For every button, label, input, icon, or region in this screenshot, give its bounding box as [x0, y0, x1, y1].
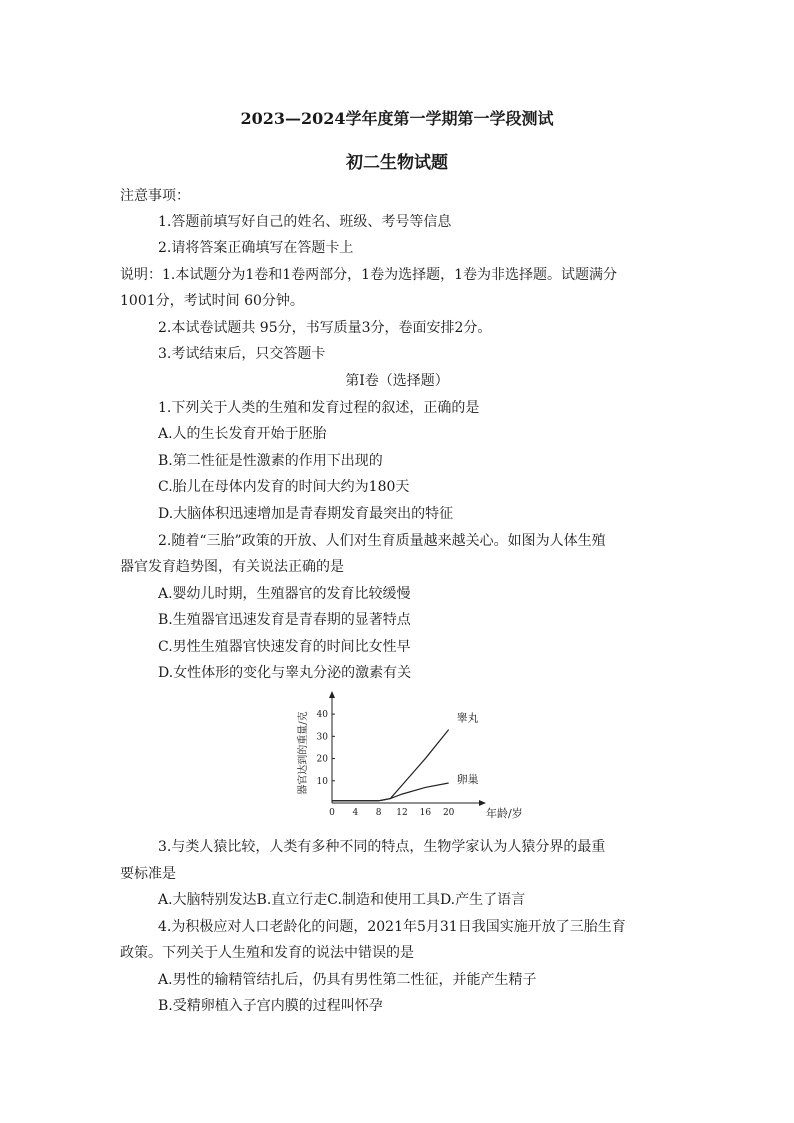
- exam-subtitle: 初二生物试题: [346, 153, 448, 173]
- q3-options: A.大脑特别发达B.直立行走C.制造和使用工具D.产生了语言: [158, 892, 526, 908]
- series-line-testis: [332, 730, 449, 801]
- q2-stem-cont: 器官发育趋势图，有关说法正确的是: [120, 559, 344, 575]
- x-tick-label: 12: [396, 808, 408, 818]
- q3-stem-cont: 要标准是: [120, 866, 176, 882]
- x-axis-arrow: [479, 800, 486, 806]
- q1-option-d: D.大脑体积迅速增加是青春期发育最突出的特征: [158, 506, 454, 522]
- explain-line: 3.考试结束后，只交答题卡: [158, 346, 326, 362]
- y-tick-label: 20: [316, 754, 328, 765]
- series-label: 睾丸: [456, 711, 479, 725]
- q4-stem: 4.为积极应对人口老龄化的问题，2021年5月31日我国实施开放了三胎生育: [158, 919, 626, 935]
- section-title: 第Ⅰ卷（选择题）: [345, 373, 449, 389]
- notes-heading: 注意事项：: [120, 188, 190, 204]
- explain-line: 2.本试卷试题共 95分，书写质量3分，卷面安排2分。: [158, 320, 492, 336]
- y-tick-label: 30: [316, 732, 328, 743]
- series-label: 卵巢: [456, 773, 479, 786]
- q3-stem: 3.与类人猿比较，人类有多种不同的特点，生物学家认为人猿分界的最重: [158, 839, 606, 855]
- y-tick-label: 10: [316, 776, 328, 787]
- q1-option-a: A.人的生长发育开始于胚胎: [158, 426, 327, 442]
- q1-stem: 1.下列关于人类的生殖和发育过程的叙述，正确的是: [158, 400, 480, 416]
- q1-option-c: C.胎儿在母体内发育的时间大约为180天: [158, 479, 410, 495]
- y-tick-label: 40: [316, 710, 328, 721]
- q4-option-b: B.受精卵植入子宫内膜的过程叫怀孕: [158, 998, 383, 1014]
- x-tick-label: 8: [375, 808, 382, 818]
- y-axis-label: 器官达到的重量/克: [298, 711, 309, 795]
- x-tick-label: 16: [419, 808, 432, 818]
- x-tick-label: 4: [352, 808, 359, 818]
- x-axis-label: 年龄/岁: [486, 807, 523, 820]
- q2-option-b: B.生殖器官迅速发育是青春期的显著特点: [158, 612, 411, 628]
- q2-option-c: C.男性生殖器官快速发育的时间比女性早: [158, 639, 411, 655]
- x-tick-label: 0: [329, 808, 335, 818]
- q2-option-a: A.婴幼儿时期，生殖器官的发育比较缓慢: [158, 586, 411, 602]
- q4-stem-cont: 政策。下列关于人生殖和发育的说法中错误的是: [120, 945, 414, 961]
- q2-option-d: D.女性体形的变化与睾丸分泌的激素有关: [158, 665, 412, 681]
- organ-growth-chart: [290, 695, 523, 825]
- exam-title: 2023—2024学年度第一学期第一学段测试: [240, 109, 554, 128]
- q4-option-a: A.男性的输精管结扎后，仍具有男性第二性征，并能产生精子: [158, 972, 537, 988]
- explain-line: 说明：1.本试题分为1卷和1卷两部分，1卷为选择题，1卷为非选择题。试题满分: [120, 267, 617, 283]
- notes-item: 1.答题前填写好自己的姓名、班级、考号等信息: [158, 214, 452, 230]
- x-tick-label: 20: [442, 808, 455, 818]
- notes-item: 2.请将答案正确填写在答题卡上: [158, 240, 354, 256]
- series-line-ovary: [332, 783, 449, 801]
- explain-line: 1001分，考试时间 60分钟。: [120, 293, 304, 309]
- chart-axes: [329, 691, 486, 806]
- q1-option-b: B.第二性征是性激素的作用下出现的: [158, 453, 383, 469]
- q2-stem: 2.随着“三胎”政策的开放、人们对生育质量越来越关心。如图为人体生殖: [158, 533, 606, 549]
- chart-series: [332, 711, 479, 801]
- chart-ticks: [317, 710, 455, 818]
- y-axis-arrow: [329, 691, 335, 698]
